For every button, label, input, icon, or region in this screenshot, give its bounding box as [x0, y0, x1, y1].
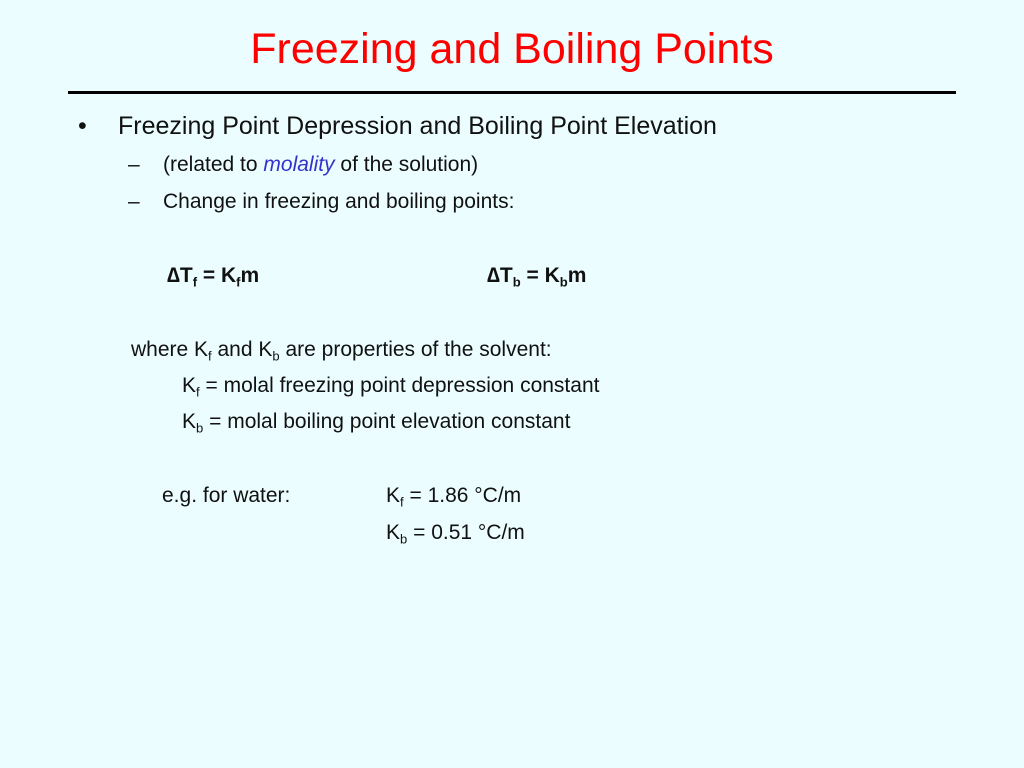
title-divider [68, 91, 956, 94]
sub-bullet-molality-pre: (related to [163, 153, 264, 176]
example-label: e.g. for water: [162, 484, 291, 507]
freezing-equation: $\Delta T_f = K_fm$ [167, 264, 260, 290]
where-line: where $K_f$ and $K_b$ are properties of the solvent: [131, 338, 552, 364]
boiling-equation: $\Delta T_b = K_bm$ [487, 264, 587, 290]
delta-symbol: ∆ [167, 264, 180, 287]
example-kb-value: $K_b = 0.51$ °C/m [386, 521, 525, 547]
sub-bullet-molality-post: of the solution) [334, 153, 479, 176]
sub-bullet-marker-2: – [128, 190, 140, 213]
slide-title: Freezing and Boiling Points [250, 25, 774, 73]
bullet-marker: • [78, 112, 87, 140]
molality-term: molality [263, 153, 335, 176]
kf-definition: $K_f$ = molal freezing point depression constant [182, 374, 600, 400]
sub-bullet-molality [163, 152, 478, 177]
example-kf-value: $K_f = 1.86$ °C/m [386, 484, 522, 510]
kb-definition: $K_b$ = molal boiling point elevation constant [182, 410, 571, 436]
delta-symbol: ∆ [487, 264, 500, 287]
sub-bullet-marker-1: – [128, 153, 140, 176]
bullet-text-main: Freezing Point Depression and Boiling Point Elevation [118, 112, 717, 140]
sub-bullet-change: Change in freezing and boiling points: [163, 190, 515, 213]
